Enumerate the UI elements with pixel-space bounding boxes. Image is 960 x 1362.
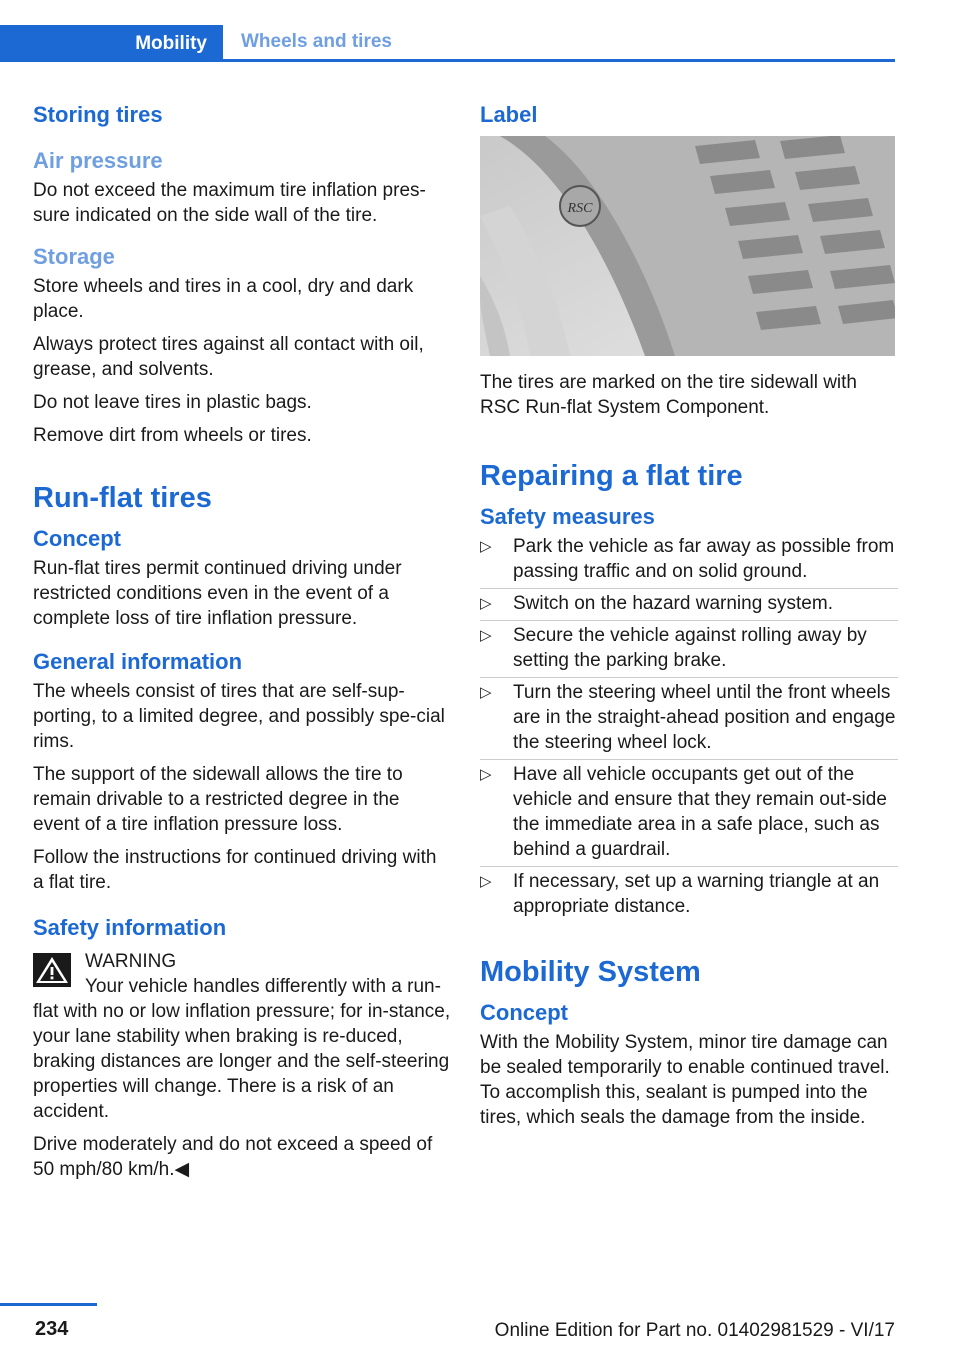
mobility-system-heading: Mobility System [480, 956, 701, 988]
triangle-bullet-icon: ▷ [480, 538, 492, 555]
left-column [33, 100, 451, 1190]
mobility-concept-heading: Concept [480, 1000, 568, 1025]
general-info-text-2: The support of the sidewall allows the tire to remain drivable to a restricted degree in the event of a tire inflation pressure loss. [33, 764, 403, 835]
storage-text-4: Remove dirt from wheels or tires. [33, 425, 312, 446]
storage-heading: Storage [33, 244, 115, 269]
warning-text: Your vehicle handles differently with a run-flat with no or low inflation pressure; for in‐stance, your lane stability when braking is re‐duced, braking distances are longer and the self-steering properties will change. There is a risk of an accident. [33, 976, 451, 1122]
general-info-text-1: The wheels consist of tires that are self-sup‐porting, to a limited degree, and possibly spe‐cial rims. [33, 681, 445, 752]
air-pressure-heading: Air pressure [33, 148, 163, 173]
footer-rule [0, 1303, 97, 1306]
storing-tires-heading: Storing tires [33, 102, 163, 127]
safety-measures-heading: Safety measures [480, 504, 655, 529]
list-item: ▷ Switch on the hazard warning system. [480, 591, 898, 616]
mobility-concept-text: With the Mobility System, minor tire damage can be sealed temporarily to enable continued travel. To accomplish this, sealant is pumped into the tires, which seals the damage from the inside. [480, 1032, 890, 1128]
list-item: ▷ If necessary, set up a warning triangle at an appropriate distance. [480, 871, 880, 917]
storage-text-3: Do not leave tires in plastic bags. [33, 392, 312, 413]
list-item: ▷ Turn the steering wheel until the front wheels are in the straight-ahead position and engage the steering wheel lock. [480, 680, 898, 755]
concept-heading: Concept [33, 526, 121, 551]
safety-measures-list [480, 534, 898, 919]
storage-text-1: Store wheels and tires in a cool, dry and dark place. [33, 276, 414, 322]
general-info-text-3: Follow the instructions for continued driving with a flat tire. [33, 847, 437, 893]
tab-mobility[interactable]: Mobility [0, 25, 223, 62]
page-number: 234 [35, 1318, 69, 1340]
run-flat-heading: Run-flat tires [33, 482, 212, 514]
edition-text: Online Edition for Part no. 01402981529 - VI/17 [494, 1320, 895, 1341]
list-item: ▷ Have all vehicle occupants get out of the vehicle and ensure that they remain out‐side the immediate area in a safe place, such as behind a guardrail. [480, 762, 898, 862]
triangle-bullet-icon: ▷ [480, 873, 492, 890]
label-heading: Label [480, 102, 538, 127]
warning-label: WARNING [85, 951, 177, 972]
warning-block [33, 949, 451, 1124]
triangle-bullet-icon: ▷ [480, 684, 492, 701]
label-text: The tires are marked on the tire sidewall with RSC Run-flat System Component. [480, 372, 857, 418]
list-item: ▷ Park the vehicle as far away as possible from passing traffic and on solid ground. [480, 534, 898, 584]
triangle-bullet-icon: ▷ [480, 595, 492, 612]
repairing-heading: Repairing a flat tire [480, 460, 743, 492]
storage-text-2: Always protect tires against all contact with oil, grease, and solvents. [33, 334, 424, 380]
tab-wheels-and-tires[interactable]: Wheels and tires [241, 31, 392, 52]
triangle-bullet-icon: ▷ [480, 766, 492, 783]
svg-text:RSC: RSC [567, 201, 593, 216]
concept-text: Run-flat tires permit continued driving under restricted conditions even in the event of a complete loss of tire inflation pressure. [33, 558, 402, 629]
air-pressure-text: Do not exceed the maximum tire inflation pres‐sure indicated on the side wall of the tire. [33, 180, 426, 226]
safety-info-heading: Safety information [33, 915, 227, 940]
warning-triangle-icon [33, 953, 71, 987]
triangle-bullet-icon: ▷ [480, 627, 492, 644]
rsc-tire-sidewall-image [480, 136, 895, 356]
list-item: ▷ Secure the vehicle against rolling away by setting the parking brake. [480, 623, 898, 673]
general-info-heading: General information [33, 649, 243, 674]
header-tabs [0, 25, 895, 62]
right-column [480, 100, 898, 1138]
header-rule [0, 59, 895, 62]
warning-end-text: Drive moderately and do not exceed a speed of 50 mph/80 km/h.◀ [33, 1134, 433, 1180]
